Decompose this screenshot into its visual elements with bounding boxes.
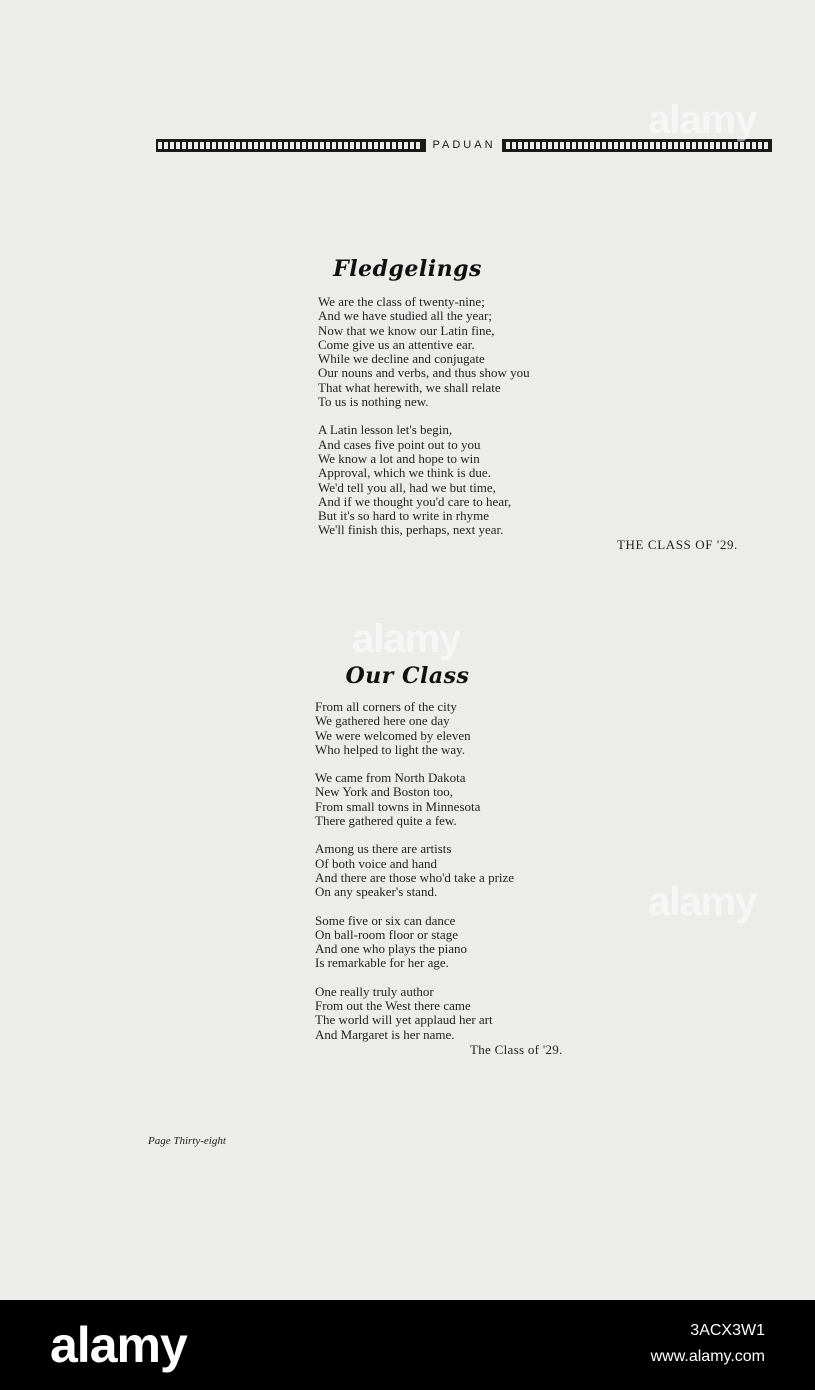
stanza <box>315 771 514 828</box>
poem-line: And cases five point out to you <box>318 436 481 452</box>
poem-line: From out the West there came <box>315 998 471 1014</box>
poem-line: Among us there are artists <box>315 841 452 857</box>
poem-line: A Latin lesson let's begin, <box>318 422 453 438</box>
poem-line: Of both voice and hand <box>315 855 438 871</box>
poem-line: The world will yet applaud her art <box>315 1012 493 1028</box>
poem-line: And there are those who'd take a prize <box>315 869 515 885</box>
poem-line: One really truly author <box>315 983 434 999</box>
poem-line: And if we thought you'd care to hear, <box>318 493 512 509</box>
masthead-title: PADUAN <box>424 139 503 152</box>
poem-line: On any speaker's stand. <box>315 884 438 900</box>
poem-line: And one who plays the piano <box>315 941 468 957</box>
stanza <box>318 423 530 537</box>
stanza <box>315 914 514 971</box>
stanza <box>315 842 514 899</box>
poem-line: While we decline and conjugate <box>318 351 485 367</box>
stanza <box>315 985 514 1042</box>
poem-title-our-class: Our Class <box>345 663 470 689</box>
poem-line: There gathered quite a few. <box>315 813 457 829</box>
poem-line: We came from North Dakota <box>315 770 466 786</box>
poem-line: We know a lot and hope to win <box>318 450 480 466</box>
watermark-logo-faint: alamy <box>648 98 757 142</box>
alamy-url: www.alamy.com <box>650 1348 765 1365</box>
poem-line: New York and Boston too, <box>315 784 453 800</box>
image-id: 3ACX3W1 <box>690 1322 765 1339</box>
poem-line: That what herewith, we shall relate <box>318 379 501 395</box>
poem-our-class <box>315 700 514 1042</box>
poem-line: We were welcomed by eleven <box>315 727 471 743</box>
poem-title-fledgelings: Fledgelings <box>333 256 482 282</box>
poem-line: And Margaret is her name. <box>315 1026 455 1042</box>
poem-line: Who helped to light the way. <box>315 741 466 757</box>
watermark-logo-faint: alamy <box>352 617 461 661</box>
poem-line: We gathered here one day <box>315 713 450 729</box>
poem-line: We are the class of twenty-nine; <box>318 294 485 309</box>
poem-line: Approval, which we think is due. <box>318 465 491 481</box>
poem-line: Come give us an attentive ear. <box>318 336 475 352</box>
masthead-pattern-left <box>158 142 422 149</box>
page-number: Page Thirty-eight <box>148 1135 226 1147</box>
poem-line: From all corners of the city <box>315 699 457 714</box>
masthead-pattern-right <box>506 142 770 149</box>
stanza <box>315 700 514 757</box>
poem-line: On ball-room floor or stage <box>315 926 458 942</box>
poem-line: We'll finish this, perhaps, next year. <box>318 522 504 538</box>
signature-class-of-29: THE CLASS OF '29. <box>617 537 738 552</box>
poem-line: But it's so hard to write in rhyme <box>318 508 489 524</box>
poem-line: Our nouns and verbs, and thus show you <box>318 365 530 381</box>
poem-line: From small towns in Minnesota <box>315 798 481 814</box>
poem-line: Some five or six can dance <box>315 912 456 928</box>
alamy-logo: alamy <box>50 1317 187 1373</box>
stanza <box>318 295 530 409</box>
poem-fledgelings <box>318 295 530 538</box>
poem-line: Now that we know our Latin fine, <box>318 322 495 338</box>
poem-line: We'd tell you all, had we but time, <box>318 479 496 495</box>
poem-line: Is remarkable for her age. <box>315 955 449 971</box>
poem-line: And we have studied all the year; <box>318 308 492 324</box>
watermark-logo-faint: alamy <box>648 880 757 924</box>
poem-line: To us is nothing new. <box>318 394 429 410</box>
signature-class-of-29: The Class of '29. <box>470 1042 563 1057</box>
